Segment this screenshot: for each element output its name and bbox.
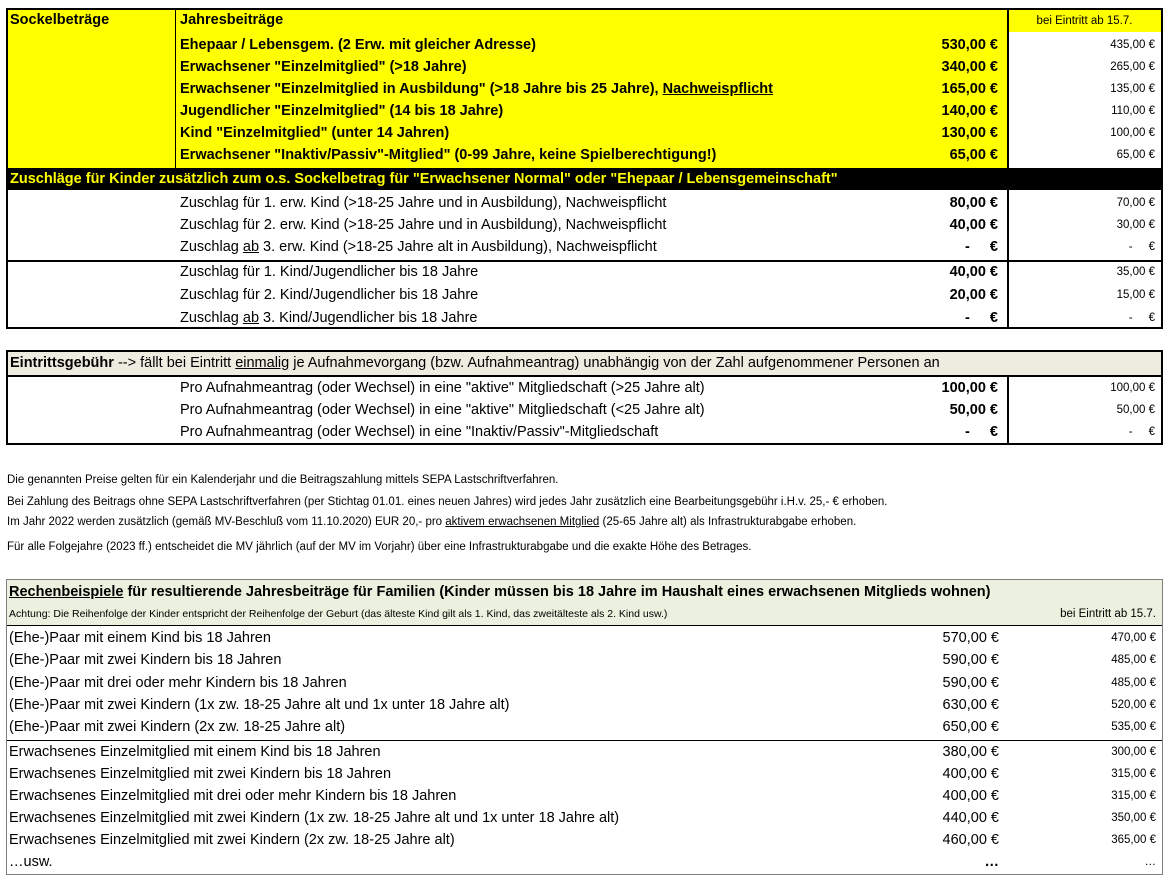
base-row: Ehepaar / Lebensgem. (2 Erw. mit gleicher Adresse) 530,00 € 435,00 € (180, 37, 1155, 53)
surcharge-row: Zuschlag ab 3. Kind/Jugendlicher bis 18 Jahre - € - € (180, 310, 1155, 326)
surcharge-row: Zuschlag ab 3. erw. Kind (>18-25 Jahre alt in Ausbildung), Nachweispflicht - € - € (180, 239, 1155, 255)
col-separator (175, 10, 176, 168)
surcharge-row: Zuschlag für 2. Kind/Jugendlicher bis 18 Jahre 20,00 € 15,00 € (180, 287, 1155, 303)
note-future-years: Für alle Folgejahre (2023 ff.) entscheidet die MV jährlich (auf der MV im Vorjahr) über eine Infrastrukturabgabe und die exakte Höhe des Betrages. (7, 541, 752, 553)
entry-fee-row: Pro Aufnahmeantrag (oder Wechsel) in eine "aktive" Mitgliedschaft (<25 Jahre alt) 50,00 € 50,00 € (180, 402, 1155, 418)
surcharge-header: Zuschläge für Kinder zusätzlich zum o.s. Sockelbetrag für "Erwachsener Normal" oder "Ehepaar / Lebensgemeinschaft" (8, 168, 1161, 190)
surcharge-row: Zuschlag für 2. erw. Kind (>18-25 Jahre und in Ausbildung), Nachweispflicht 40,00 € 30,00 € (180, 217, 1155, 233)
example-row: Erwachsenes Einzelmitglied mit einem Kind bis 18 Jahren 380,00 € 300,00 € (9, 744, 1156, 760)
surcharge-row: Zuschlag für 1. Kind/Jugendlicher bis 18 Jahre 40,00 € 35,00 € (180, 264, 1155, 280)
example-row: (Ehe-)Paar mit einem Kind bis 18 Jahren 570,00 € 470,00 € (9, 630, 1156, 646)
note-infrastructure-2022: Im Jahr 2022 werden zusätzlich (gemäß MV-Beschluß vom 11.10.2020) EUR 20,- pro aktivem erwachsenen Mitglied (25-65 Jahre alt) als Infrastrukturabgabe erhoben. (7, 516, 857, 528)
note-sepa: Die genannten Preise gelten für ein Kalenderjahr und die Beitragszahlung mittels SEPA Lastschriftverfahren. (7, 474, 559, 486)
col-separator (1007, 377, 1009, 443)
col-separator (1007, 10, 1009, 168)
example-row-etc: …usw. … … (9, 854, 1156, 870)
example-row: Erwachsenes Einzelmitglied mit zwei Kindern (2x zw. 18-25 Jahre alt) 460,00 € 365,00 € (9, 832, 1156, 848)
surcharge-row: Zuschlag für 1. erw. Kind (>18-25 Jahre und in Ausbildung), Nachweispflicht 80,00 € 70,00 € (180, 195, 1155, 211)
base-row: Erwachsener "Einzelmitglied in Ausbildung" (>18 Jahre bis 25 Jahre), Nachweispflicht 165,00 € 135,00 € (180, 81, 1155, 97)
example-row: (Ehe-)Paar mit zwei Kindern bis 18 Jahren 590,00 € 485,00 € (9, 652, 1156, 668)
example-table (6, 579, 1163, 875)
example-row: Erwachsenes Einzelmitglied mit zwei Kindern (1x zw. 18-25 Jahre alt und 1x unter 18 Jahre alt) 440,00 € 350,00 € (9, 810, 1156, 826)
base-row: Kind "Einzelmitglied" (unter 14 Jahren) 130,00 € 100,00 € (180, 125, 1155, 141)
col-separator (1007, 190, 1009, 327)
example-row: (Ehe-)Paar mit drei oder mehr Kindern bis 18 Jahren 590,00 € 485,00 € (9, 675, 1156, 691)
base-row: Jugendlicher "Einzelmitglied" (14 bis 18 Jahre) 140,00 € 110,00 € (180, 103, 1155, 119)
entry-fee-header: Eintrittsgebühr --> fällt bei Eintritt einmalig je Aufnahmevorgang (bzw. Aufnahmeantrag) unabhängig von der Zahl aufgenommener Personen an (8, 352, 1161, 375)
base-rows (8, 34, 1161, 170)
base-row: Erwachsener "Inaktiv/Passiv"-Mitglied" (0-99 Jahre, keine Spielberechtigung!) 65,00 € 65,00 € (180, 147, 1155, 163)
fee-table (6, 8, 1163, 329)
entry-fee-rows (8, 377, 1161, 443)
adult-child-rows (8, 192, 1161, 258)
example-subheader: Achtung: Die Reihenfolge der Kinder entspricht der Reihenfolge der Geburt (das älteste Kind gilt als 1. Kind, das zweitälteste als 2. Kind usw.) bei Eintritt ab 15.7. (7, 604, 1162, 625)
entry-fee-row: Pro Aufnahmeantrag (oder Wechsel) in eine "aktive" Mitgliedschaft (>25 Jahre alt) 100,00 € 100,00 € (180, 380, 1155, 396)
example-row: Erwachsenes Einzelmitglied mit zwei Kindern bis 18 Jahren 400,00 € 315,00 € (9, 766, 1156, 782)
proof-required-label: Nachweispflicht (662, 81, 773, 97)
col2-header: Jahresbeiträge (180, 12, 284, 28)
base-row: Erwachsener "Einzelmitglied" (>18 Jahre) 340,00 € 265,00 € (180, 59, 1155, 75)
example-header: Rechenbeispiele für resultierende Jahresbeiträge für Familien (Kinder müssen bis 18 Jahre im Haushalt eines erwachsenen Mitglieds wohnen) (7, 580, 1162, 604)
col1-header: Sockelbeträge (10, 12, 110, 28)
single-example-rows (7, 741, 1162, 875)
entry-fee-table (6, 350, 1163, 445)
couple-example-rows (7, 626, 1162, 740)
example-row: (Ehe-)Paar mit zwei Kindern (2x zw. 18-25 Jahre alt) 650,00 € 535,00 € (9, 719, 1156, 735)
example-row: Erwachsenes Einzelmitglied mit drei oder mehr Kindern bis 18 Jahren 400,00 € 315,00 € (9, 788, 1156, 804)
entry-fee-row: Pro Aufnahmeantrag (oder Wechsel) in eine "Inaktiv/Passiv"-Mitgliedschaft - € - € (180, 424, 1155, 440)
example-row: (Ehe-)Paar mit zwei Kindern (1x zw. 18-25 Jahre alt und 1x unter 18 Jahre alt) 630,00 € 520,00 € (9, 697, 1156, 713)
child-rows (8, 261, 1161, 327)
note-processing-fee: Bei Zahlung des Beitrags ohne SEPA Lastschriftverfahren (per Stichtag 01.01. eines neuen Jahres) wird jedes Jahr zusätzlich eine Bearbeitungsgebühr i.H.v. 25,- € erhoben. (7, 496, 888, 508)
col3-header: bei Eintritt ab 15.7. (1036, 15, 1133, 27)
